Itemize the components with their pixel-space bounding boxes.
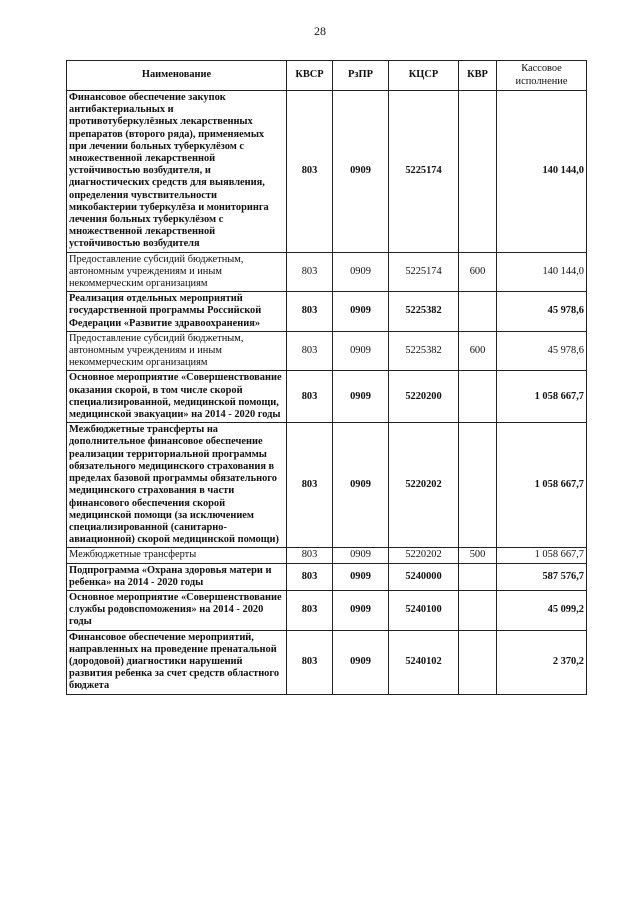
cell-kvr — [459, 590, 497, 630]
table-row — [67, 423, 587, 548]
cell-amount: 587 576,7 — [497, 563, 587, 590]
cell-kvr — [459, 371, 497, 423]
cell-amount: 140 144,0 — [497, 252, 587, 292]
cell-kvr: 600 — [459, 252, 497, 292]
cell-kvsr: 803 — [287, 630, 333, 694]
cell-kvsr: 803 — [287, 563, 333, 590]
header-kvsr: КВСР — [287, 61, 333, 91]
cell-kvsr: 803 — [287, 252, 333, 292]
cell-rzpr: 0909 — [333, 630, 389, 694]
cell-amount: 1 058 667,7 — [497, 371, 587, 423]
cell-amount: 45 978,6 — [497, 292, 587, 332]
header-name: Наименование — [67, 61, 287, 91]
cell-name: Основное мероприятие «Совершенствование оказания скорой, в том числе скорой специализированной, медицинской помощи, медицинской эвакуации» на 2014 - 2020 годы — [67, 371, 287, 423]
cell-kcsr: 5240102 — [389, 630, 459, 694]
table-row — [67, 371, 587, 423]
cell-kcsr: 5220202 — [389, 423, 459, 548]
cell-name: Межбюджетные трансферты на дополнительное финансовое обеспечение реализации территориальной программы обязательного медицинского страхования в пределах базовой программы обязательного медицинского страхования в части финансового обеспечения скорой медицинской помощи (за исключением специализированной (санитарно-авиационной) скорой медицинской помощи) — [67, 423, 287, 548]
cell-kvr — [459, 563, 497, 590]
cell-name: Межбюджетные трансферты — [67, 548, 287, 563]
cell-rzpr: 0909 — [333, 371, 389, 423]
cell-rzpr: 0909 — [333, 590, 389, 630]
cell-rzpr: 0909 — [333, 331, 389, 371]
cell-amount: 140 144,0 — [497, 91, 587, 253]
table-row — [67, 91, 587, 253]
cell-kcsr: 5225382 — [389, 331, 459, 371]
table-row — [67, 590, 587, 630]
budget-table — [66, 60, 587, 695]
cell-amount: 45 978,6 — [497, 331, 587, 371]
cell-kvsr: 803 — [287, 423, 333, 548]
cell-kvsr: 803 — [287, 292, 333, 332]
cell-rzpr: 0909 — [333, 292, 389, 332]
cell-kvsr: 803 — [287, 548, 333, 563]
cell-rzpr: 0909 — [333, 91, 389, 253]
page-number: 28 — [314, 24, 326, 38]
cell-kcsr: 5220202 — [389, 548, 459, 563]
table-header-row — [67, 61, 587, 91]
cell-kvr — [459, 630, 497, 694]
cell-rzpr: 0909 — [333, 548, 389, 563]
cell-kcsr: 5240000 — [389, 563, 459, 590]
cell-amount: 45 099,2 — [497, 590, 587, 630]
header-kcsr: КЦСР — [389, 61, 459, 91]
cell-kvsr: 803 — [287, 91, 333, 253]
cell-amount: 2 370,2 — [497, 630, 587, 694]
cell-name: Основное мероприятие «Совершенствование службы родовспоможения» на 2014 - 2020 годы — [67, 590, 287, 630]
header-cash-execution: Кассовое исполнение — [497, 61, 587, 91]
cell-kvr — [459, 292, 497, 332]
table-row — [67, 292, 587, 332]
cell-name: Финансовое обеспечение закупок антибактериальных и противотуберкулёзных лекарственных препаратов (второго ряда), применяемых при лечении больных туберкулёзом с множественной лекарственной устойчивостью возбудителя, и диагностических средств для выявления, определения чувствительности микобактерии туберкулёза и мониторинга лечения больных туберкулёзом с множественной лекарственной устойчивостью возбудителя — [67, 91, 287, 253]
header-kvr: КВР — [459, 61, 497, 91]
cell-rzpr: 0909 — [333, 563, 389, 590]
cell-kvr — [459, 423, 497, 548]
cell-name: Подпрограмма «Охрана здоровья матери и ребенка» на 2014 - 2020 годы — [67, 563, 287, 590]
cell-rzpr: 0909 — [333, 252, 389, 292]
cell-kvr: 600 — [459, 331, 497, 371]
cell-amount: 1 058 667,7 — [497, 423, 587, 548]
cell-kcsr: 5225174 — [389, 91, 459, 253]
cell-rzpr: 0909 — [333, 423, 389, 548]
header-rzpr: РзПР — [333, 61, 389, 91]
cell-name: Предоставление субсидий бюджетным, автономным учреждениям и иным некоммерческим организациям — [67, 252, 287, 292]
cell-name: Реализация отдельных мероприятий государственной программы Российской Федерации «Развитие здравоохранения» — [67, 292, 287, 332]
cell-kcsr: 5240100 — [389, 590, 459, 630]
cell-kvsr: 803 — [287, 590, 333, 630]
cell-kvsr: 803 — [287, 371, 333, 423]
cell-kvr — [459, 91, 497, 253]
cell-kvr: 500 — [459, 548, 497, 563]
cell-kvsr: 803 — [287, 331, 333, 371]
table-row — [67, 331, 587, 371]
table-row — [67, 630, 587, 694]
cell-name: Предоставление субсидий бюджетным, автономным учреждениям и иным некоммерческим организациям — [67, 331, 287, 371]
cell-kcsr: 5220200 — [389, 371, 459, 423]
table-row — [67, 548, 587, 563]
cell-amount: 1 058 667,7 — [497, 548, 587, 563]
cell-kcsr: 5225174 — [389, 252, 459, 292]
cell-kcsr: 5225382 — [389, 292, 459, 332]
table-row — [67, 252, 587, 292]
cell-name: Финансовое обеспечение мероприятий, направленных на проведение пренатальной (дородовой) диагностики нарушений развития ребенка за счет средств областного бюджета — [67, 630, 287, 694]
table-row — [67, 563, 587, 590]
